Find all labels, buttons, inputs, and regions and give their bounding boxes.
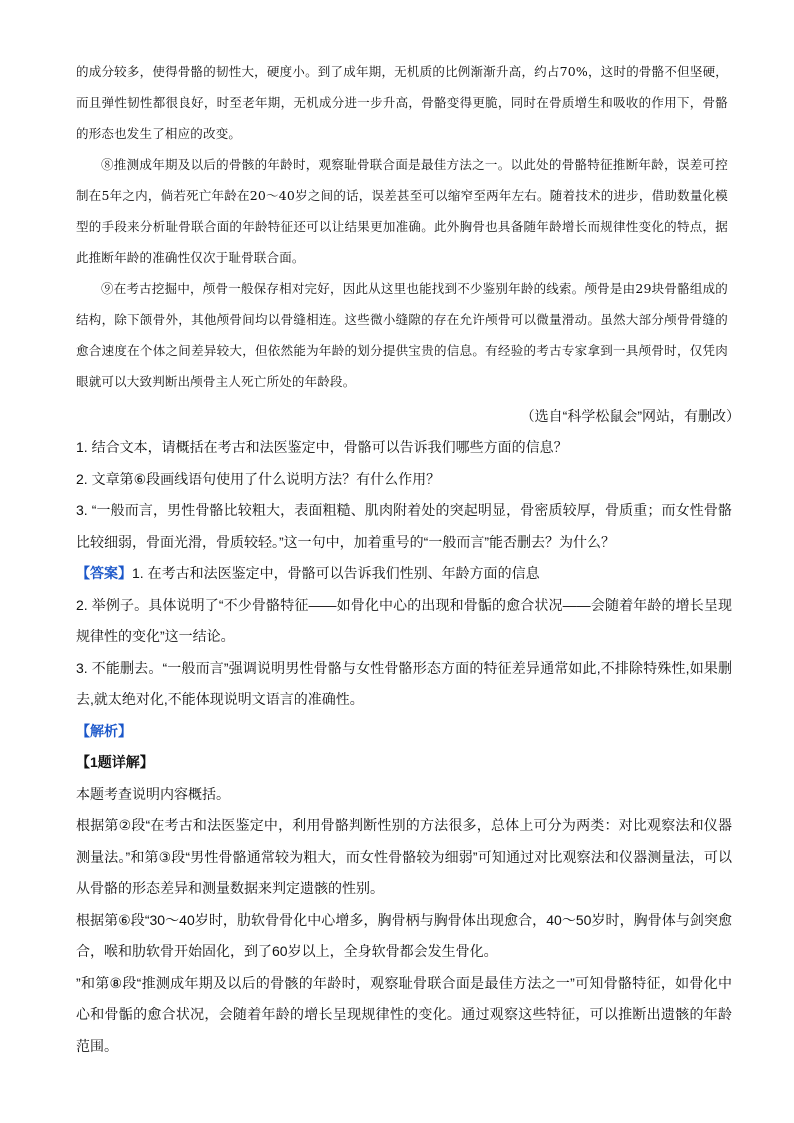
analysis-line-4: ”和第⑧段“推测成年期及以后的骨骸的年龄时，观察耻骨联合面是最佳方法之一”可知骨骼特征，如骨化中心和骨骺的愈合状况，会随着年龄的增长呈现规律性的变化。通过观察这些特征，可以推断出遗骸的年龄范围。 <box>76 974 732 1054</box>
analysis-tag: 【解析】 <box>76 722 132 739</box>
answer-3: 3. 不能删去。“一般而言”强调说明男性骨骼与女性骨骼形态方面的特征差异通常如此,不排除特殊性,如果删去,就太绝对化,不能体现说明文语言的准确性。 <box>76 659 732 707</box>
answer-2: 2. 举例子。具体说明了“不少骨骼特征——如骨化中心的出现和骨骺的愈合状况——会随着年龄的增长呈现规律性的变化”这一结论。 <box>76 596 732 644</box>
passage-paragraph-8: ⑧推测成年期及以后的骨骸的年龄时，观察耻骨联合面是最佳方法之一。以此处的骨骼特征推断年龄，误差可控制在5年之内，倘若死亡年龄在20～40岁之间的话，误差甚至可以缩窄至两年左右。随着技术的进步，借助数量化模型的手段来分析耻骨联合面的年龄特征还可以让结果更加准确。此外胸骨也具备随年龄增长而规律性变化的特点，据此推断年龄的准确性仅次于耻骨联合面。 <box>76 157 728 265</box>
question-3: 3. “一般而言，男性骨骼比较粗大，表面粗糙、肌肉附着处的突起明显，骨密质较厚，骨质重；而女性骨骼比较细弱，骨面光滑，骨质较轻。”这一句中，加着重号的“一般而言”能否删去？为什么？ <box>76 502 732 550</box>
passage-source: （选自“科学松鼠会”网站，有删改） <box>520 408 740 424</box>
analysis-line-3: 根据第⑥段“30～40岁时，肋软骨骨化中心增多，胸骨柄与胸骨体出现愈合，40～50岁时，胸骨体与剑突愈合，喉和肋软骨开始固化，到了60岁以上，全身软骨都会发生骨化。 <box>76 911 732 959</box>
answer-1-line <box>76 558 732 590</box>
passage-paragraph-9: ⑨在考古挖掘中，颅骨一般保存相对完好，因此从这里也能找到不少鉴别年龄的线索。颅骨是由29块骨骼组成的结构，除下颌骨外，其他颅骨间均以骨缝相连。这些微小缝隙的存在允许颅骨可以微量滑动。虽然大部分颅骨骨缝的愈合速度在个体之间差异较大，但依然能为年龄的划分提供宝贵的信息。有经验的考古专家拿到一具颅骨时，仅凭肉眼就可以大致判断出颅骨主人死亡所处的年龄段。 <box>76 281 728 389</box>
questions-and-answers <box>76 432 732 1062</box>
answer-1: 1. 在考古和法医鉴定中，骨骼可以告诉我们性别、年龄方面的信息 <box>132 565 540 581</box>
answer-tag: 【答案】 <box>76 565 132 581</box>
passage-paragraph-continued: 的成分较多，使得骨骼的韧性大，硬度小。到了成年期，无机质的比例渐渐升高，约占70%，这时的骨骼不但坚硬，而且弹性韧性都很良好，时至老年期，无机成分进一步升高，骨骼变得更脆，同时在骨质增生和吸收的作用下，骨骼的形态也发生了相应的改变。 <box>76 64 728 141</box>
analysis-line-1: 本题考查说明内容概括。 <box>76 785 230 802</box>
question-1: 1. 结合文本，请概括在考古和法医鉴定中，骨骼可以告诉我们哪些方面的信息？ <box>76 439 568 455</box>
question-2: 2. 文章第⑥段画线语句使用了什么说明方法？有什么作用？ <box>76 470 441 487</box>
analysis-line-2: 根据第②段“在考古和法医鉴定中，利用骨骼判断性别的方法很多，总体上可分为两类：对比观察法和仪器测量法。”和第③段“男性骨骼通常较为粗大，而女性骨骼较为细弱”可知通过对比观察法和仪器测量法，可以从骨骼的形态差异和测量数据来判定遗骸的性别。 <box>76 817 732 896</box>
analysis-subheading: 【1题详解】 <box>76 754 154 770</box>
reading-passage <box>76 56 728 397</box>
analysis-heading <box>76 716 732 748</box>
